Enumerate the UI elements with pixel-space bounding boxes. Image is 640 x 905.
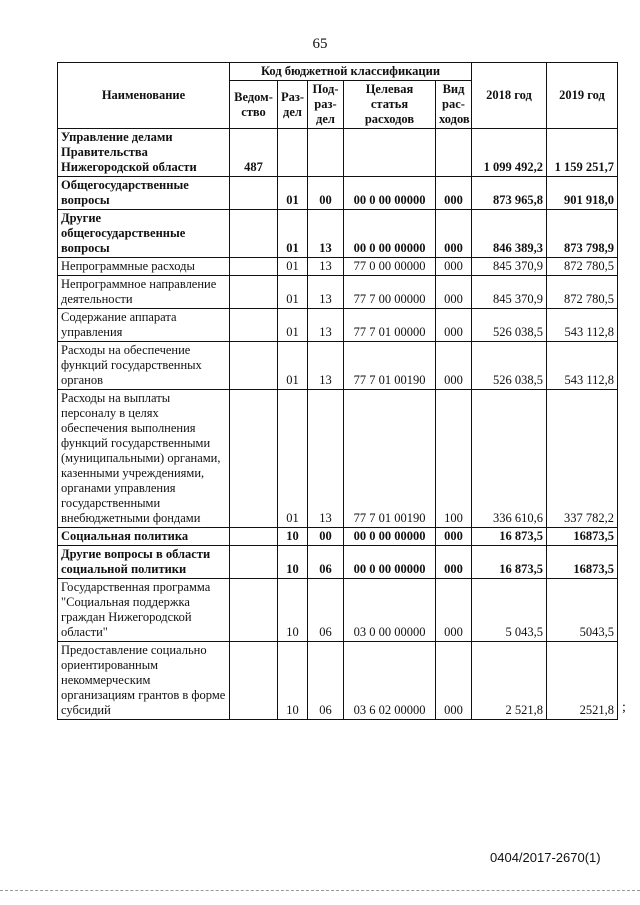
cell-podrazdel: 13 — [308, 276, 344, 309]
cell-vid: 000 — [436, 528, 472, 546]
cell-celevaya: 77 7 00 00000 — [344, 276, 436, 309]
cell-vedomstvo — [230, 390, 278, 528]
table-row — [58, 210, 618, 258]
header-razdel: Раз-дел — [278, 81, 308, 129]
cell-podrazdel: 13 — [308, 309, 344, 342]
cell-podrazdel: 06 — [308, 642, 344, 720]
cell-razdel: 01 — [278, 177, 308, 210]
cell-vid: 000 — [436, 546, 472, 579]
cell-celevaya: 03 0 00 00000 — [344, 579, 436, 642]
cell-razdel: 01 — [278, 390, 308, 528]
cell-vedomstvo — [230, 546, 278, 579]
cell-vid: 000 — [436, 276, 472, 309]
cell-celevaya: 77 0 00 00000 — [344, 258, 436, 276]
cell-2019: 16873,5 — [547, 528, 618, 546]
cell-razdel — [278, 129, 308, 177]
page-number: 65 — [312, 36, 328, 52]
cell-vedomstvo: 487 — [230, 129, 278, 177]
cell-name: Другие общегосударственные вопросы — [58, 210, 230, 258]
cell-podrazdel: 13 — [308, 342, 344, 390]
cell-2018: 873 965,8 — [472, 177, 547, 210]
cell-celevaya: 77 7 01 00000 — [344, 309, 436, 342]
cell-podrazdel: 13 — [308, 390, 344, 528]
table-row — [58, 546, 618, 579]
budget-table — [57, 62, 618, 720]
cell-name: Другие вопросы в области социальной политики — [58, 546, 230, 579]
cell-podrazdel: 06 — [308, 579, 344, 642]
header-code-group: Код бюджетной классификации — [230, 63, 472, 81]
cell-2019: 543 112,8 — [547, 309, 618, 342]
header-name: Наименование — [58, 63, 230, 129]
cell-name: Непрограммные расходы — [58, 258, 230, 276]
cell-podrazdel: 00 — [308, 528, 344, 546]
cell-podrazdel: 13 — [308, 258, 344, 276]
cell-2018: 845 370,9 — [472, 258, 547, 276]
cell-2019: 5043,5 — [547, 579, 618, 642]
header-year-2019: 2019 год — [547, 63, 618, 129]
cell-name: Содержание аппарата управления — [58, 309, 230, 342]
cell-name: Расходы на выплаты персоналу в целях обеспечения выполнения функций государственными (муниципальными) органами, казенными учреждениями, органами управления государственными внебюджетными фондами — [58, 390, 230, 528]
page-bottom-line — [0, 890, 640, 891]
cell-name: Предоставление социально ориентированным некоммерческим организациям грантов в форме субсидий — [58, 642, 230, 720]
header-year-2018: 2018 год — [472, 63, 547, 129]
cell-2018: 845 370,9 — [472, 276, 547, 309]
cell-vedomstvo — [230, 210, 278, 258]
cell-2019: 543 112,8 — [547, 342, 618, 390]
cell-vid: 000 — [436, 210, 472, 258]
table-row — [58, 579, 618, 642]
cell-2019: 872 780,5 — [547, 258, 618, 276]
cell-vedomstvo — [230, 177, 278, 210]
table-row — [58, 528, 618, 546]
cell-2019: 901 918,0 — [547, 177, 618, 210]
cell-name: Непрограммное направление деятельности — [58, 276, 230, 309]
table-row — [58, 258, 618, 276]
cell-razdel: 10 — [278, 642, 308, 720]
cell-celevaya: 77 7 01 00190 — [344, 390, 436, 528]
cell-vedomstvo — [230, 642, 278, 720]
cell-celevaya — [344, 129, 436, 177]
cell-2018: 526 038,5 — [472, 342, 547, 390]
cell-celevaya: 03 6 02 00000 — [344, 642, 436, 720]
cell-2018: 2 521,8 — [472, 642, 547, 720]
cell-vid: 100 — [436, 390, 472, 528]
cell-2019: 1 159 251,7 — [547, 129, 618, 177]
cell-podrazdel: 00 — [308, 177, 344, 210]
cell-2019: 872 780,5 — [547, 276, 618, 309]
cell-razdel: 10 — [278, 546, 308, 579]
cell-podrazdel — [308, 129, 344, 177]
cell-vid: 000 — [436, 642, 472, 720]
cell-celevaya: 00 0 00 00000 — [344, 177, 436, 210]
cell-vid: 000 — [436, 309, 472, 342]
cell-name: Общегосударственные вопросы — [58, 177, 230, 210]
cell-razdel: 10 — [278, 579, 308, 642]
table-row — [58, 276, 618, 309]
cell-2019: 2521,8 — [547, 642, 618, 720]
cell-vedomstvo — [230, 258, 278, 276]
trailing-mark: ; — [622, 700, 626, 715]
cell-podrazdel: 13 — [308, 210, 344, 258]
table-row — [58, 342, 618, 390]
cell-vid: 000 — [436, 579, 472, 642]
table-row — [58, 390, 618, 528]
cell-2018: 16 873,5 — [472, 528, 547, 546]
cell-celevaya: 00 0 00 00000 — [344, 546, 436, 579]
cell-2018: 1 099 492,2 — [472, 129, 547, 177]
cell-vid: 000 — [436, 258, 472, 276]
cell-2018: 846 389,3 — [472, 210, 547, 258]
cell-razdel: 01 — [278, 210, 308, 258]
cell-vedomstvo — [230, 342, 278, 390]
header-vid: Вид рас-ходов — [436, 81, 472, 129]
cell-razdel: 10 — [278, 528, 308, 546]
table-row — [58, 309, 618, 342]
document-code: 0404/2017-2670(1) — [490, 850, 601, 865]
cell-name: Государственная программа "Социальная поддержка граждан Нижегородской области" — [58, 579, 230, 642]
cell-vedomstvo — [230, 276, 278, 309]
table-row — [58, 177, 618, 210]
cell-2019: 16873,5 — [547, 546, 618, 579]
table-row — [58, 642, 618, 720]
cell-2019: 873 798,9 — [547, 210, 618, 258]
cell-2018: 5 043,5 — [472, 579, 547, 642]
cell-name: Социальная политика — [58, 528, 230, 546]
cell-vid: 000 — [436, 177, 472, 210]
cell-razdel: 01 — [278, 309, 308, 342]
cell-vid — [436, 129, 472, 177]
cell-podrazdel: 06 — [308, 546, 344, 579]
header-celevaya: Целевая статья расходов — [344, 81, 436, 129]
cell-vid: 000 — [436, 342, 472, 390]
cell-name: Расходы на обеспечение функций государственных органов — [58, 342, 230, 390]
header-podrazdel: Под-раз-дел — [308, 81, 344, 129]
table-body — [58, 129, 618, 720]
cell-2018: 526 038,5 — [472, 309, 547, 342]
cell-name: Управление делами Правительства Нижегородской области — [58, 129, 230, 177]
header-vedomstvo: Ведом-ство — [230, 81, 278, 129]
cell-vedomstvo — [230, 528, 278, 546]
cell-celevaya: 00 0 00 00000 — [344, 210, 436, 258]
cell-razdel: 01 — [278, 276, 308, 309]
cell-razdel: 01 — [278, 258, 308, 276]
cell-celevaya: 77 7 01 00190 — [344, 342, 436, 390]
cell-vedomstvo — [230, 579, 278, 642]
table-row — [58, 129, 618, 177]
cell-celevaya: 00 0 00 00000 — [344, 528, 436, 546]
cell-2018: 336 610,6 — [472, 390, 547, 528]
cell-razdel: 01 — [278, 342, 308, 390]
cell-vedomstvo — [230, 309, 278, 342]
cell-2019: 337 782,2 — [547, 390, 618, 528]
cell-2018: 16 873,5 — [472, 546, 547, 579]
